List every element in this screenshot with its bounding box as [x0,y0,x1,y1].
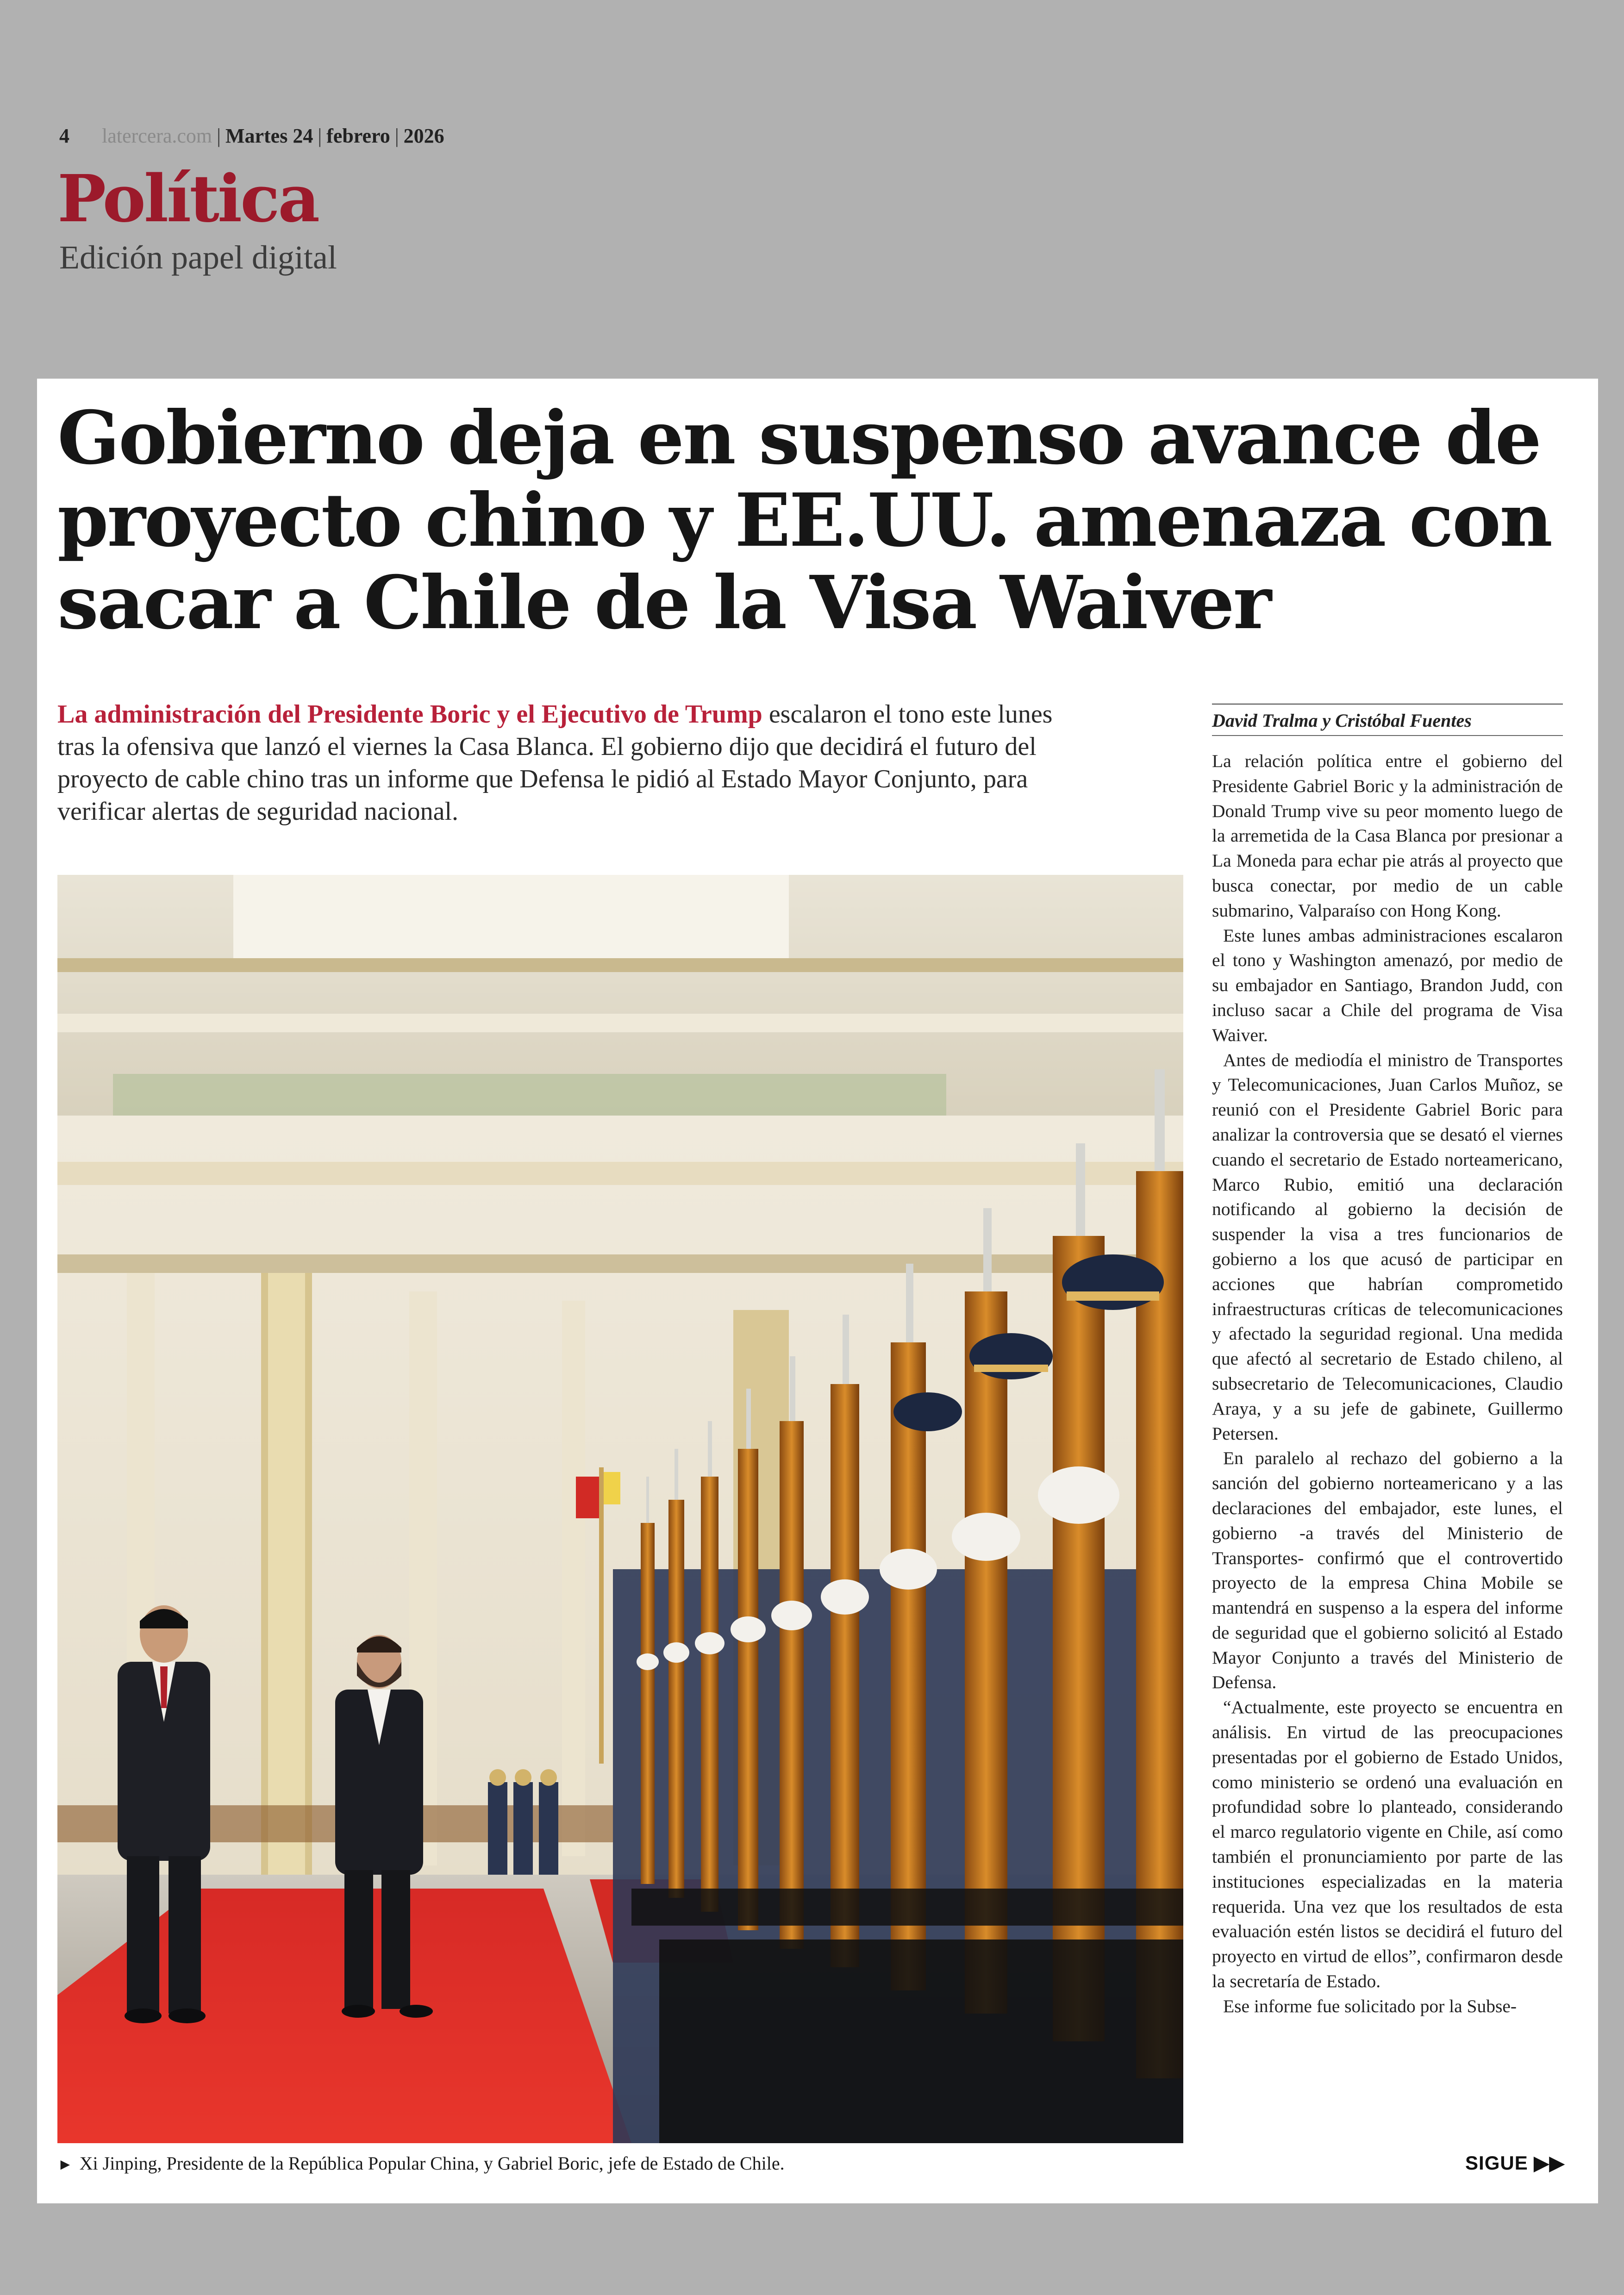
date-day: Martes 24 [225,125,313,147]
divider [1212,704,1563,705]
article-photo [57,875,1183,2143]
divider [1212,735,1563,736]
dek-text: escalaron el tono este lunes tras la ofensiva que lanzó el viernes la Casa Blanca. El gobierno dijo que decidirá el futuro del proyecto de cable chino tras un informe que Defensa le pidió al Estado Mayor Conjunto, para verificar alertas de seguridad nacional. [57,700,1053,826]
body-paragraph: Este lunes ambas administraciones escalaron el tono y Washington amenazó, por medio de su embajador en Santiago, Brandon Judd, con incluso sacar a Chile del programa de Visa Waiver. [1212,925,1563,1045]
section-title: Política [57,161,319,237]
byline: David Tralma y Cristóbal Fuentes [1212,710,1472,731]
continue-label[interactable]: SIGUE ▶▶ [1465,2152,1565,2174]
photo-caption [57,2152,785,2174]
separator: | [394,125,399,147]
masthead-bar [59,124,444,148]
body-paragraph: En paralelo al rechazo del gobierno a la sanción del gobierno norteamericano y a las declaraciones del embajador, este lunes, el gobierno -a través del Ministerio de Transportes- confirmó que el controvertido proyecto de la empresa China Mobile se mantendrá en suspenso a la espera del informe de seguridad que el gobierno solicitó al Estado Mayor Conjunto a través del Ministerio de Defensa. [1212,1448,1563,1693]
body-paragraph: Antes de mediodía el ministro de Transportes y Telecomunicaciones, Juan Carlos Muñoz, se reunió con el Presidente Gabriel Boric para analizar la controversia que se desató el viernes cuando el secretario de Estado norteamericano, Marco Rubio, emitió una declaración notificando al gobierno la decisión de suspender la visa a tres funcionarios de gobierno a los que acusó de participar en acciones que habrían comprometido infraestructuras críticas de telecomunicaciones y afectado la seguridad regional. Una medida que afectó al secretario de Estado chileno, al subsecretario de Telecomunicaciones, Claudio Araya, y a su jefe de gabinete, Guillermo Petersen. [1212,1049,1563,1444]
date-month: febrero [326,125,390,147]
dek [57,698,1094,828]
article-sheet [37,379,1598,2203]
separator: | [217,125,221,147]
body-paragraph: La relación política entre el gobierno del Presidente Gabriel Boric y la administración de Donald Trump vive su peor momento luego de la arremetida de la Casa Blanca por presionar a La Moneda para echar pie atrás al proyecto que busca conectar, por medio de un cable submarino, Valparaíso con Hong Kong. [1212,751,1563,921]
page-number: 4 [59,125,69,147]
separator: | [318,125,322,147]
headline: Gobierno deja en suspenso avance de proyecto chino y EE.UU. amenaza con sacar a Chile de la Visa Waiver [57,395,1552,646]
date-year: 2026 [403,125,444,147]
edition-label: Edición papel digital [59,239,337,276]
body-paragraph: “Actualmente, este proyecto se encuentra en análisis. En virtud de las preocupaciones presentadas por el gobierno de Estado Unidos, como ministerio se ordenó una evaluación en profundidad sobre lo planteado, considerando el marco regulatorio vigente en Chile, así como también el pronunciamiento por parte de las instituciones especializadas en la materia requerida. Una vez que los resultados de esta evaluación estén listos se decidirá el futuro del proyecto en virtud de ellos”, confirmaron desde la secretaría de Estado. [1212,1697,1563,1992]
article-body [1212,749,1563,2128]
dek-lead: La administración del Presidente Boric y el Ejecutivo de Trump [57,700,762,729]
site-name[interactable]: latercera.com [102,125,212,147]
body-paragraph: Ese informe fue solicitado por la Subse- [1223,1996,1517,2016]
caption-triangle-icon: ► [57,2156,73,2173]
caption-text: Xi Jinping, Presidente de la República Popular China, y Gabriel Boric, jefe de Estado de Chile. [79,2153,785,2174]
